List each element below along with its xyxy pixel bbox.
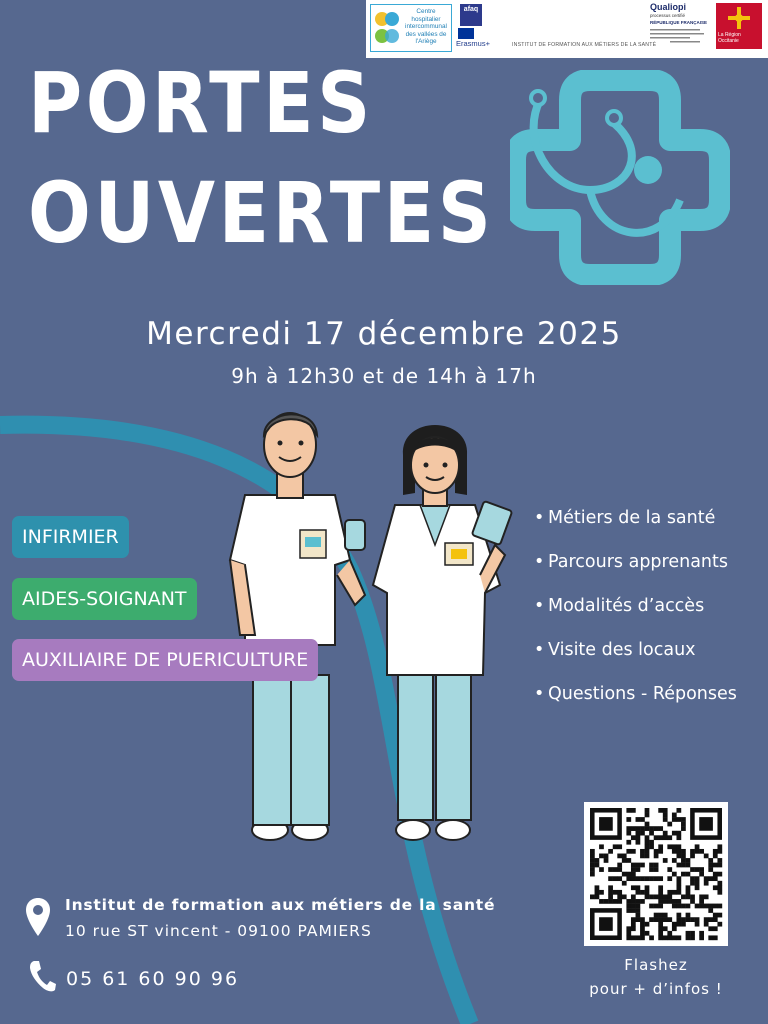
republique-label: RÉPUBLIQUE FRANÇAISE <box>650 20 708 25</box>
institute-small-label: INSTITUT DE FORMATION AUX MÉTIERS DE LA SANTÉ <box>512 42 657 48</box>
list-item: • Métiers de la santé <box>534 508 716 528</box>
chiva-logo <box>370 4 452 52</box>
qr-caption <box>570 953 742 1001</box>
phone-icon <box>28 960 56 992</box>
region-label: La Région Occitanie <box>718 32 741 44</box>
topics-list <box>534 503 737 723</box>
location-pin-icon <box>26 898 50 936</box>
afaq-logo: afaq <box>460 4 482 26</box>
title-line-1: PORTES <box>28 54 374 152</box>
institute-name: Institut de formation aux métiers de la santé <box>65 896 496 914</box>
qr-finder <box>599 817 613 831</box>
institute-address: 10 rue ST vincent - 09100 PAMIERS <box>65 922 372 940</box>
poster-title <box>28 48 494 268</box>
medical-cross-stethoscope-icon <box>510 70 730 285</box>
title-line-2: OUVERTES <box>28 164 495 262</box>
certification-lines <box>650 28 706 44</box>
program-infirmier: INFIRMIER <box>12 516 129 558</box>
phone-number[interactable]: 05 61 60 90 96 <box>66 968 240 990</box>
chiva-mark-icon <box>374 9 400 47</box>
list-item: • Modalités d’accès <box>534 596 705 616</box>
qr-caption-line-2: pour + d’infos ! <box>589 980 723 998</box>
event-hours: 9h à 12h30 et de 14h à 17h <box>231 364 537 388</box>
chiva-text: Centre hospitalier intercommunal des vallées de l'Ariège <box>405 8 447 46</box>
eu-flag-icon <box>458 28 474 39</box>
list-item: • Visite des locaux <box>534 640 696 660</box>
male-nurse-figure <box>230 413 365 840</box>
qualiopi-sub: processus certifié <box>650 13 686 18</box>
erasmus-label: Erasmus+ <box>456 39 490 48</box>
list-item: • Parcours apprenants <box>534 552 728 572</box>
list-item: • Questions - Réponses <box>534 684 737 704</box>
nurses-illustration <box>215 405 515 855</box>
qr-finder <box>599 917 613 931</box>
qualiopi-logo: Qualiopi <box>650 2 686 12</box>
female-nurse-figure <box>373 425 512 840</box>
qr-caption-line-1: Flashez <box>624 956 688 974</box>
program-auxiliaire-puericulture: AUXILIAIRE DE PUERICULTURE <box>12 639 318 681</box>
program-aides-soignant: AIDES-SOIGNANT <box>12 578 197 620</box>
occitanie-cross-icon <box>716 3 762 33</box>
qr-code[interactable] <box>584 802 728 946</box>
qr-finder <box>699 817 713 831</box>
event-date: Mercredi 17 décembre 2025 <box>146 316 622 352</box>
